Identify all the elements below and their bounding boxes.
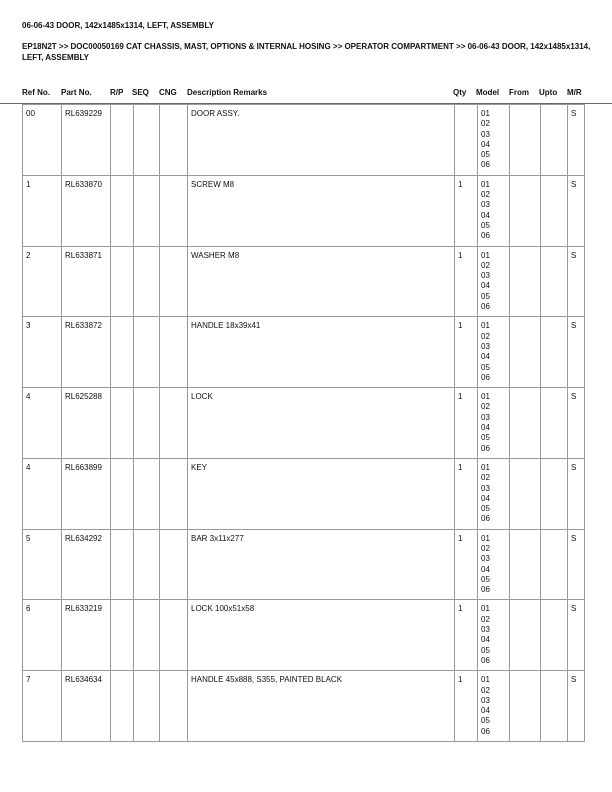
cng-cell bbox=[160, 600, 188, 671]
from-cell bbox=[510, 671, 541, 742]
model-code: 05 bbox=[481, 433, 490, 443]
table-row bbox=[23, 388, 585, 459]
mr-cell: S bbox=[568, 246, 585, 317]
model-code: 02 bbox=[481, 331, 490, 341]
rp-cell bbox=[111, 388, 134, 459]
model-code: 02 bbox=[481, 402, 490, 412]
cng-cell bbox=[160, 671, 188, 742]
cng-cell bbox=[160, 246, 188, 317]
mr-cell: S bbox=[568, 600, 585, 671]
ref-cell: 5 bbox=[23, 529, 62, 600]
seq-cell bbox=[134, 600, 160, 671]
model-code: 01 bbox=[481, 321, 490, 331]
rp-cell bbox=[111, 458, 134, 529]
header-desc: Description Remarks bbox=[187, 88, 268, 97]
model-code: 03 bbox=[481, 554, 490, 564]
model-code: 02 bbox=[481, 190, 490, 200]
header-part: Part No. bbox=[61, 88, 92, 97]
rp-cell bbox=[111, 317, 134, 388]
model-cell bbox=[478, 317, 510, 388]
breadcrumb: EP18N2T >> DOC00050169 CAT CHASSIS, MAST, OPTIONS & INTERNAL HOSING >> OPERATOR COMPARTMENT >> 06-06-43 DOOR, 142x1485x1314, LEFT, ASSEMBLY bbox=[22, 42, 591, 62]
model-code: 06 bbox=[481, 514, 490, 524]
model-cell bbox=[478, 175, 510, 246]
seq-cell bbox=[134, 246, 160, 317]
rp-cell bbox=[111, 175, 134, 246]
model-code: 03 bbox=[481, 483, 490, 493]
model-code: 06 bbox=[481, 231, 490, 241]
model-code: 05 bbox=[481, 645, 490, 655]
rp-cell bbox=[111, 671, 134, 742]
part-no-cell: RL633871 bbox=[62, 246, 111, 317]
table-row bbox=[23, 458, 585, 529]
qty-cell bbox=[455, 105, 478, 176]
upto-cell bbox=[541, 388, 568, 459]
model-code: 02 bbox=[481, 614, 490, 624]
model-code: 03 bbox=[481, 271, 490, 281]
header-qty: Qty bbox=[453, 88, 467, 97]
rp-cell bbox=[111, 105, 134, 176]
ref-cell: 1 bbox=[23, 175, 62, 246]
cng-cell bbox=[160, 388, 188, 459]
model-code: 04 bbox=[481, 352, 490, 362]
model-code: 01 bbox=[481, 109, 490, 118]
mr-cell: S bbox=[568, 317, 585, 388]
from-cell bbox=[510, 388, 541, 459]
header-upto: Upto bbox=[539, 88, 558, 97]
ref-cell: 4 bbox=[23, 458, 62, 529]
description-cell: DOOR ASSY. bbox=[188, 105, 455, 176]
table-row bbox=[23, 600, 585, 671]
upto-cell bbox=[541, 317, 568, 388]
rp-cell bbox=[111, 246, 134, 317]
model-code: 05 bbox=[481, 220, 490, 230]
model-code: 03 bbox=[481, 200, 490, 210]
model-code: 01 bbox=[481, 179, 490, 189]
part-no-cell: RL634292 bbox=[62, 529, 111, 600]
mr-cell: S bbox=[568, 529, 585, 600]
qty-cell: 1 bbox=[455, 671, 478, 742]
cng-cell bbox=[160, 105, 188, 176]
model-code: 02 bbox=[481, 543, 490, 553]
model-cell bbox=[478, 671, 510, 742]
table-row bbox=[23, 105, 585, 176]
model-code: 04 bbox=[481, 139, 490, 149]
mr-cell: S bbox=[568, 105, 585, 176]
model-code: 04 bbox=[481, 635, 490, 645]
seq-cell bbox=[134, 105, 160, 176]
mr-cell: S bbox=[568, 458, 585, 529]
upto-cell bbox=[541, 458, 568, 529]
header-from: From bbox=[509, 88, 529, 97]
model-code: 06 bbox=[481, 585, 490, 595]
qty-cell: 1 bbox=[455, 388, 478, 459]
model-code: 02 bbox=[481, 260, 490, 270]
cng-cell bbox=[160, 458, 188, 529]
upto-cell bbox=[541, 671, 568, 742]
from-cell bbox=[510, 529, 541, 600]
seq-cell bbox=[134, 671, 160, 742]
ref-cell: 7 bbox=[23, 671, 62, 742]
description-cell: SCREW M8 bbox=[188, 175, 455, 246]
seq-cell bbox=[134, 175, 160, 246]
qty-cell: 1 bbox=[455, 529, 478, 600]
ref-cell: 6 bbox=[23, 600, 62, 671]
model-code: 02 bbox=[481, 473, 490, 483]
qty-cell: 1 bbox=[455, 458, 478, 529]
header-ref: Ref No. bbox=[22, 88, 50, 97]
model-code: 05 bbox=[481, 362, 490, 372]
model-code: 05 bbox=[481, 504, 490, 514]
upto-cell bbox=[541, 105, 568, 176]
model-code: 01 bbox=[481, 250, 490, 260]
from-cell bbox=[510, 105, 541, 176]
model-code: 03 bbox=[481, 412, 490, 422]
model-code: 04 bbox=[481, 493, 490, 503]
model-code: 03 bbox=[481, 625, 490, 635]
model-code: 02 bbox=[481, 119, 490, 129]
model-code: 03 bbox=[481, 695, 490, 705]
from-cell bbox=[510, 317, 541, 388]
ref-cell: 2 bbox=[23, 246, 62, 317]
model-code: 04 bbox=[481, 281, 490, 291]
header-mr: M/R bbox=[567, 88, 582, 97]
from-cell bbox=[510, 600, 541, 671]
from-cell bbox=[510, 458, 541, 529]
table-row bbox=[23, 246, 585, 317]
part-no-cell: RL625288 bbox=[62, 388, 111, 459]
part-no-cell: RL633219 bbox=[62, 600, 111, 671]
model-code: 03 bbox=[481, 341, 490, 351]
ref-cell: 00 bbox=[23, 105, 62, 176]
seq-cell bbox=[134, 317, 160, 388]
part-no-cell: RL663899 bbox=[62, 458, 111, 529]
mr-cell: S bbox=[568, 671, 585, 742]
rp-cell bbox=[111, 529, 134, 600]
description-cell: LOCK bbox=[188, 388, 455, 459]
model-code: 05 bbox=[481, 716, 490, 726]
cng-cell bbox=[160, 529, 188, 600]
table-row bbox=[23, 317, 585, 388]
qty-cell: 1 bbox=[455, 317, 478, 388]
part-no-cell: RL634634 bbox=[62, 671, 111, 742]
mr-cell: S bbox=[568, 388, 585, 459]
header-model: Model bbox=[476, 88, 500, 97]
part-no-cell: RL633872 bbox=[62, 317, 111, 388]
model-code: 05 bbox=[481, 291, 490, 301]
part-no-cell: RL633870 bbox=[62, 175, 111, 246]
model-code: 06 bbox=[481, 726, 490, 736]
model-code: 06 bbox=[481, 160, 490, 170]
cng-cell bbox=[160, 175, 188, 246]
cng-cell bbox=[160, 317, 188, 388]
upto-cell bbox=[541, 175, 568, 246]
page-title: 06-06-43 DOOR, 142x1485x1314, LEFT, ASSEMBLY bbox=[22, 21, 214, 30]
model-code: 04 bbox=[481, 564, 490, 574]
seq-cell bbox=[134, 388, 160, 459]
parts-table bbox=[22, 104, 585, 742]
model-code: 01 bbox=[481, 604, 490, 614]
model-code: 01 bbox=[481, 533, 490, 543]
upto-cell bbox=[541, 600, 568, 671]
table-row bbox=[23, 175, 585, 246]
mr-cell: S bbox=[568, 175, 585, 246]
description-cell: KEY bbox=[188, 458, 455, 529]
model-code: 04 bbox=[481, 706, 490, 716]
upto-cell bbox=[541, 529, 568, 600]
model-cell bbox=[478, 246, 510, 317]
description-cell: WASHER M8 bbox=[188, 246, 455, 317]
model-code: 05 bbox=[481, 150, 490, 160]
model-code: 04 bbox=[481, 210, 490, 220]
model-cell bbox=[478, 105, 510, 176]
table-row bbox=[23, 529, 585, 600]
model-cell bbox=[478, 600, 510, 671]
seq-cell bbox=[134, 529, 160, 600]
model-code: 06 bbox=[481, 655, 490, 665]
header-cng: CNG bbox=[159, 88, 177, 97]
description-cell: LOCK 100x51x58 bbox=[188, 600, 455, 671]
model-cell bbox=[478, 529, 510, 600]
model-cell bbox=[478, 388, 510, 459]
description-cell: HANDLE 18x39x41 bbox=[188, 317, 455, 388]
qty-cell: 1 bbox=[455, 175, 478, 246]
qty-cell: 1 bbox=[455, 600, 478, 671]
model-code: 06 bbox=[481, 302, 490, 312]
model-code: 06 bbox=[481, 443, 490, 453]
table-row bbox=[23, 671, 585, 742]
model-code: 03 bbox=[481, 129, 490, 139]
upto-cell bbox=[541, 246, 568, 317]
model-code: 01 bbox=[481, 462, 490, 472]
from-cell bbox=[510, 175, 541, 246]
model-code: 01 bbox=[481, 675, 490, 685]
model-code: 01 bbox=[481, 392, 490, 402]
from-cell bbox=[510, 246, 541, 317]
model-code: 06 bbox=[481, 372, 490, 382]
header-seq: SEQ bbox=[132, 88, 149, 97]
qty-cell: 1 bbox=[455, 246, 478, 317]
seq-cell bbox=[134, 458, 160, 529]
description-cell: HANDLE 45x888, S355, PAINTED BLACK bbox=[188, 671, 455, 742]
model-code: 05 bbox=[481, 574, 490, 584]
ref-cell: 4 bbox=[23, 388, 62, 459]
model-code: 04 bbox=[481, 423, 490, 433]
model-code: 02 bbox=[481, 685, 490, 695]
rp-cell bbox=[111, 600, 134, 671]
part-no-cell: RL639229 bbox=[62, 105, 111, 176]
ref-cell: 3 bbox=[23, 317, 62, 388]
description-cell: BAR 3x11x277 bbox=[188, 529, 455, 600]
header-rp: R/P bbox=[110, 88, 124, 97]
model-cell bbox=[478, 458, 510, 529]
